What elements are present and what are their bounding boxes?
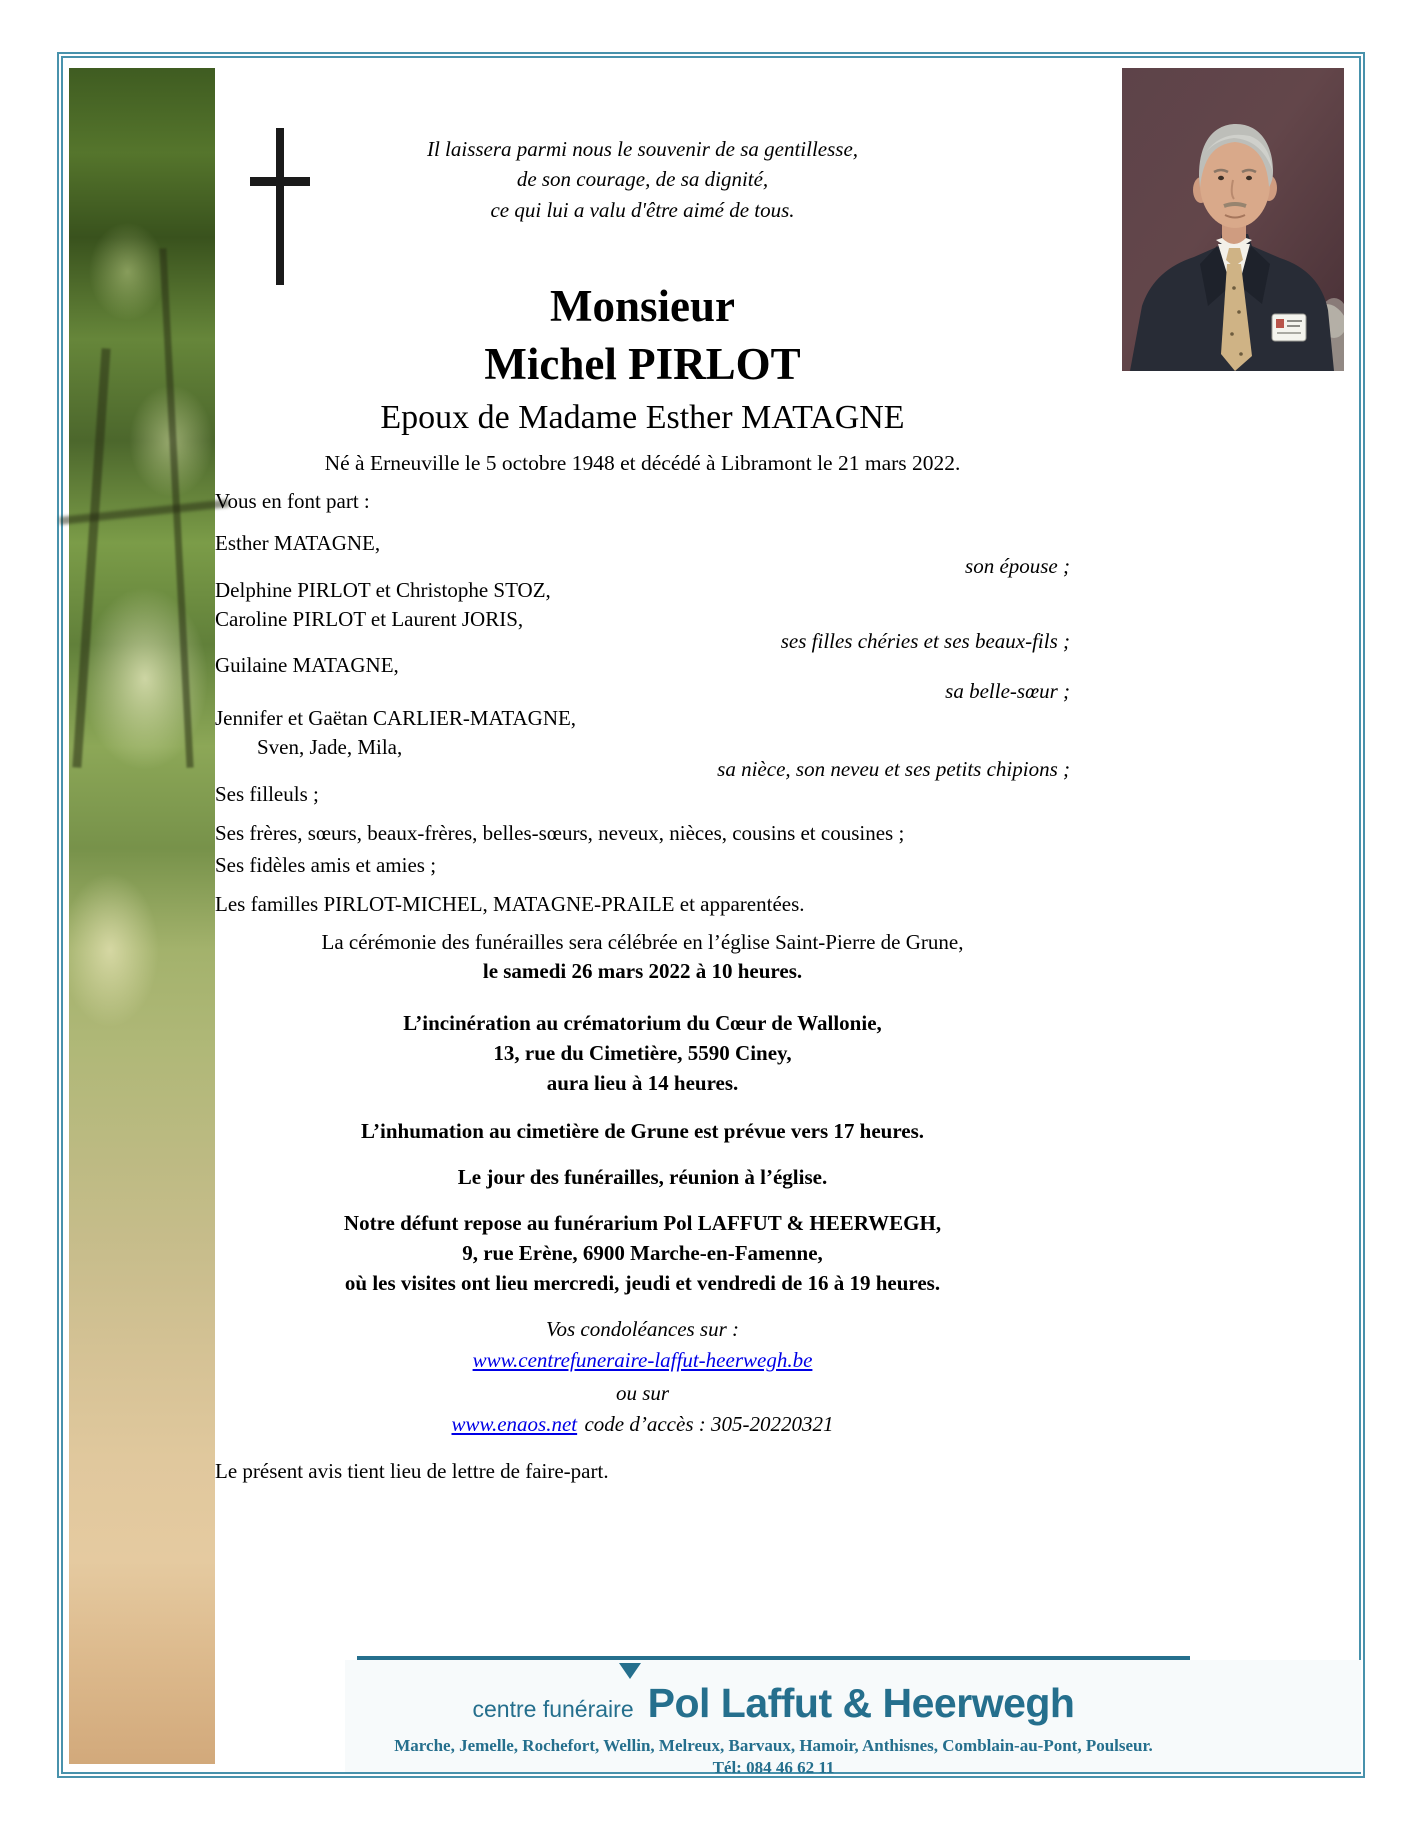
family-relation: sa nièce, son neveu et ses petits chipions ; <box>717 757 1070 781</box>
access-code: code d’accès : 305-20220321 <box>584 1412 834 1436</box>
condolences-intro: Vos condoléances sur : <box>545 1317 740 1341</box>
title-monsieur: Monsieur <box>550 281 735 331</box>
family-relation: son épouse ; <box>965 554 1070 578</box>
ceremony-date: le samedi 26 mars 2022 à 10 heures. <box>482 959 803 983</box>
footer-phone: Tél: 084 46 62 11 <box>712 1758 835 1777</box>
condolences-or: ou sur <box>615 1381 670 1405</box>
funerarium-visits: où les visites ont lieu mercredi, jeudi et vendredi de 16 à 19 heures. <box>344 1271 941 1295</box>
memorial-quote <box>215 134 1070 225</box>
cremation-time: aura lieu à 14 heures. <box>546 1071 739 1095</box>
family-intro: Vous en font part : <box>215 489 370 513</box>
family-others: Ses filleuls ; <box>215 782 319 806</box>
faire-part-notice: Le présent avis tient lieu de lettre de faire-part. <box>215 1459 609 1483</box>
family-name: Caroline PIRLOT et Laurent JORIS, <box>215 607 524 631</box>
announcement-body <box>215 0 1070 1833</box>
condolences-enaos-line <box>215 1412 1070 1437</box>
family-name: Jennifer et Gaëtan CARLIER-MATAGNE, <box>215 706 577 730</box>
inhumation-line: L’inhumation au cimetière de Grune est prévue vers 17 heures. <box>360 1119 925 1143</box>
brand-large-text: Pol Laffut & Heerwegh <box>647 1680 1075 1726</box>
family-others: Ses fidèles amis et amies ; <box>215 853 437 877</box>
cremation-line: L’incinération au crématorium du Cœur de Wallonie, <box>403 1011 882 1035</box>
footer-divider-rule <box>357 1656 1190 1660</box>
funerarium-address: 9, rue Erène, 6900 Marche-en-Famenne, <box>462 1241 823 1265</box>
family-others: Les familles PIRLOT-MICHEL, MATAGNE-PRAILE et apparentées. <box>215 892 805 916</box>
brand-small-text: centre funéraire <box>472 1696 634 1722</box>
family-name: Delphine PIRLOT et Christophe STOZ, <box>215 578 551 602</box>
tree-branch-shape <box>59 499 229 525</box>
family-others: Ses frères, sœurs, beaux-frères, belles-sœurs, neveux, nièces, cousins et cousines ; <box>215 821 905 845</box>
quote-line-1: Il laissera parmi nous le souvenir de sa gentillesse, <box>426 137 859 161</box>
logo-triangle-icon <box>619 1663 641 1679</box>
ceremony-line: La cérémonie des funérailles sera célébrée en l’église Saint-Pierre de Grune, <box>321 930 964 954</box>
family-name: Guilaine MATAGNE, <box>215 653 399 677</box>
deceased-name: Michel PIRLOT <box>484 339 801 389</box>
condolences-link-2[interactable]: www.enaos.net <box>451 1412 578 1436</box>
family-relation: sa belle-sœur ; <box>945 679 1070 703</box>
funeral-home-logo <box>357 1680 1190 1727</box>
condolences-link-1[interactable]: www.centrefuneraire-laffut-heerwegh.be <box>472 1348 813 1372</box>
condolences-link-wrap <box>215 1348 1070 1373</box>
family-name: Sven, Jade, Mila, <box>257 735 403 759</box>
reunion-line: Le jour des funérailles, réunion à l’église. <box>457 1165 828 1189</box>
tree-trunk-shape <box>72 348 110 768</box>
family-name: Esther MATAGNE, <box>215 531 381 555</box>
family-relation: ses filles chéries et ses beaux-fils ; <box>780 629 1070 653</box>
portrait-photo <box>1122 68 1344 371</box>
quote-line-3: ce qui lui a valu d'être aimé de tous. <box>490 197 795 222</box>
spouse-subtitle: Epoux de Madame Esther MATAGNE <box>380 399 905 436</box>
cremation-address: 13, rue du Cimetière, 5590 Ciney, <box>493 1041 792 1065</box>
portrait-photo-illustration <box>1122 68 1344 371</box>
decorative-forest-path-image <box>69 68 215 1764</box>
quote-line-2: de son courage, de sa dignité, <box>516 167 769 192</box>
footer-cities: Marche, Jemelle, Rochefort, Wellin, Melreux, Barvaux, Hamoir, Anthisnes, Comblain-au-Pont, Poulseur. <box>394 1736 1153 1755</box>
birth-death-line: Né à Erneuville le 5 octobre 1948 et décédé à Libramont le 21 mars 2022. <box>324 451 961 475</box>
funerarium-line: Notre défunt repose au funérarium Pol LAFFUT & HEERWEGH, <box>343 1211 942 1235</box>
